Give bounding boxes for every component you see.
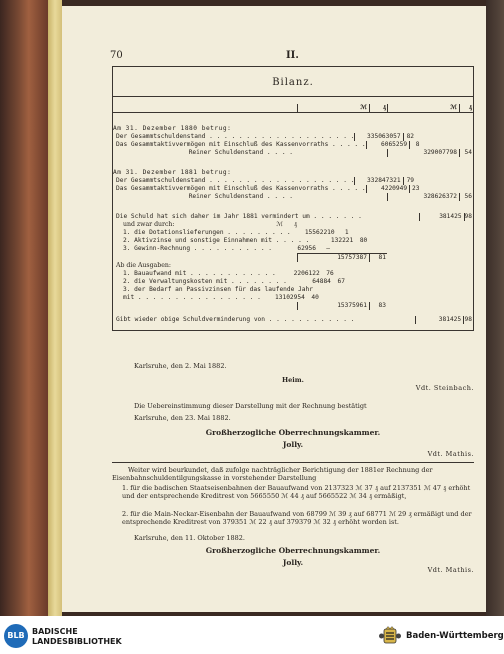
scanned-page [62, 6, 486, 612]
table-row: Die Schuld hat sich daher im Jahr 1881 vermindert um . . . . . . . 381425 98 [116, 213, 472, 221]
place-date: Karlsruhe, den 23. Mai 1882. [134, 414, 231, 422]
table-row: Das Gesammtaktivvermögen mit Einschluß des Kassenvorraths . . . . . 6065259 8 [116, 141, 420, 149]
signature: Jolly. [282, 440, 304, 449]
table-row: 15757387 81 [113, 253, 473, 262]
table-row: Gibt wieder obige Schuldverminderung von . . . . . . . . . . . . 381425 98 [116, 316, 472, 323]
table-row: 1. Bauaufwand mit . . . . . . . . . . . . 2206122 76 [123, 270, 334, 277]
table-row: 3. der Bedarf an Passivzinsen für das laufende Jahr [123, 286, 313, 293]
list-item: 2. für die Main-Neckar-Eisenbahn der Bauaufwand von 68799 ℳ 39 ₰ auf 68771 ℳ 29 ₰ ermäßigt und der entsprechende Kreditrest von 379351 ℳ 22 ₰ auf 379379 ℳ 32 ₰ erhöht worden ist. [122, 510, 472, 527]
page-number: 70 [110, 50, 123, 61]
list-item: 1. für die badischen Staatseisenbahnen der Bauaufwand von 2137323 ℳ 37 ₰ auf 2137351 ℳ 47 ₰ erhöht und der entsprechende Kreditrest von 5665550 ℳ 44 ₰ auf 5665522 ℳ 34 ₰ ermäßigt, [122, 484, 471, 501]
table-row: 1. die Dotationslieferungen . . . . . . . . . 15562210 1 [123, 229, 349, 237]
table-header: ℳ ₰ ℳ ₰ [113, 97, 473, 113]
table-row: 15375961 83 [113, 302, 473, 310]
place-date: Karlsruhe, den 2. Mai 1882. [134, 362, 227, 370]
divider [112, 462, 474, 463]
table-row: Am 31. Dezember 1881 betrug: [113, 169, 232, 177]
paragraph: Weiter wird beurkundet, daß zufolge nachträglicher Berichtigung der 1881er Rechnung der Eisenbahnschuldentilgungskasse in vorstehender Darstellung [112, 466, 433, 483]
table-row: Der Gesammtschuldenstand . . . . . . . . . . . . . . . . . . . . 332847321 79 [116, 177, 415, 185]
footer-bar [0, 616, 504, 654]
table-row: Am 31. Dezember 1880 betrug: [113, 125, 232, 133]
vdt-signature: Vdt. Steinbach. [415, 384, 474, 392]
attestation [112, 362, 474, 612]
table-row: Der Gesammtschuldenstand . . . . . . . . . . . . . . . . . . . . 335063057 82 [116, 133, 415, 141]
signature: Jolly. [282, 558, 304, 567]
balance-title: Bilanz. [112, 66, 474, 96]
table-row: Reiner Schuldenstand . . . . 329007798 54 [188, 149, 472, 157]
authority: Großherzogliche Oberrechnungskammer. [205, 428, 381, 437]
cover-edge [48, 0, 62, 616]
table-row: 2. Aktivzinse und sonstige Einnahmen mit . . . . . 132221 80 [123, 237, 368, 245]
table-row: und zwar durch: ℳ ₰ [123, 221, 297, 229]
right-edge [486, 0, 504, 616]
vdt-signature: Vdt. Mathis. [427, 450, 474, 458]
blb-name[interactable]: BADISCHE LANDESBIBLIOTHEK [32, 627, 122, 646]
table-row: Ab die Ausgaben: [116, 262, 171, 269]
balance-sheet [112, 66, 474, 331]
table-row: Reiner Schuldenstand . . . . 328626372 56 [188, 193, 472, 201]
table-row: mit . . . . . . . . . . . . . . . . . 13102954 40 [123, 294, 319, 301]
balance-table [112, 96, 474, 331]
authority: Großherzogliche Oberrechnungskammer. [205, 546, 381, 555]
bw-coat-of-arms-icon [378, 626, 402, 646]
table-row: 2. die Verwaltungskosten mit . . . . . . . . 64884 67 [123, 278, 345, 285]
blb-logo[interactable]: BLB [4, 624, 28, 648]
confirmation-text: Die Uebereinstimmung dieser Darstellung mit der Rechnung bestätigt [134, 402, 367, 410]
place-date: Karlsruhe, den 11. Oktober 1882. [134, 534, 245, 542]
book-spine [0, 0, 48, 616]
signature: Heim. [282, 376, 304, 384]
section-number: II. [286, 50, 299, 61]
vdt-signature: Vdt. Mathis. [427, 566, 474, 574]
table-row: 3. Gewinn-Rechnung . . . . . . . . . . . 62956 — [123, 245, 331, 253]
table-row: Das Gesammtaktivvermögen mit Einschluß des Kassenvorraths . . . . . 4220949 23 [116, 185, 420, 193]
bw-name[interactable]: Baden-Württemberg [406, 631, 504, 641]
